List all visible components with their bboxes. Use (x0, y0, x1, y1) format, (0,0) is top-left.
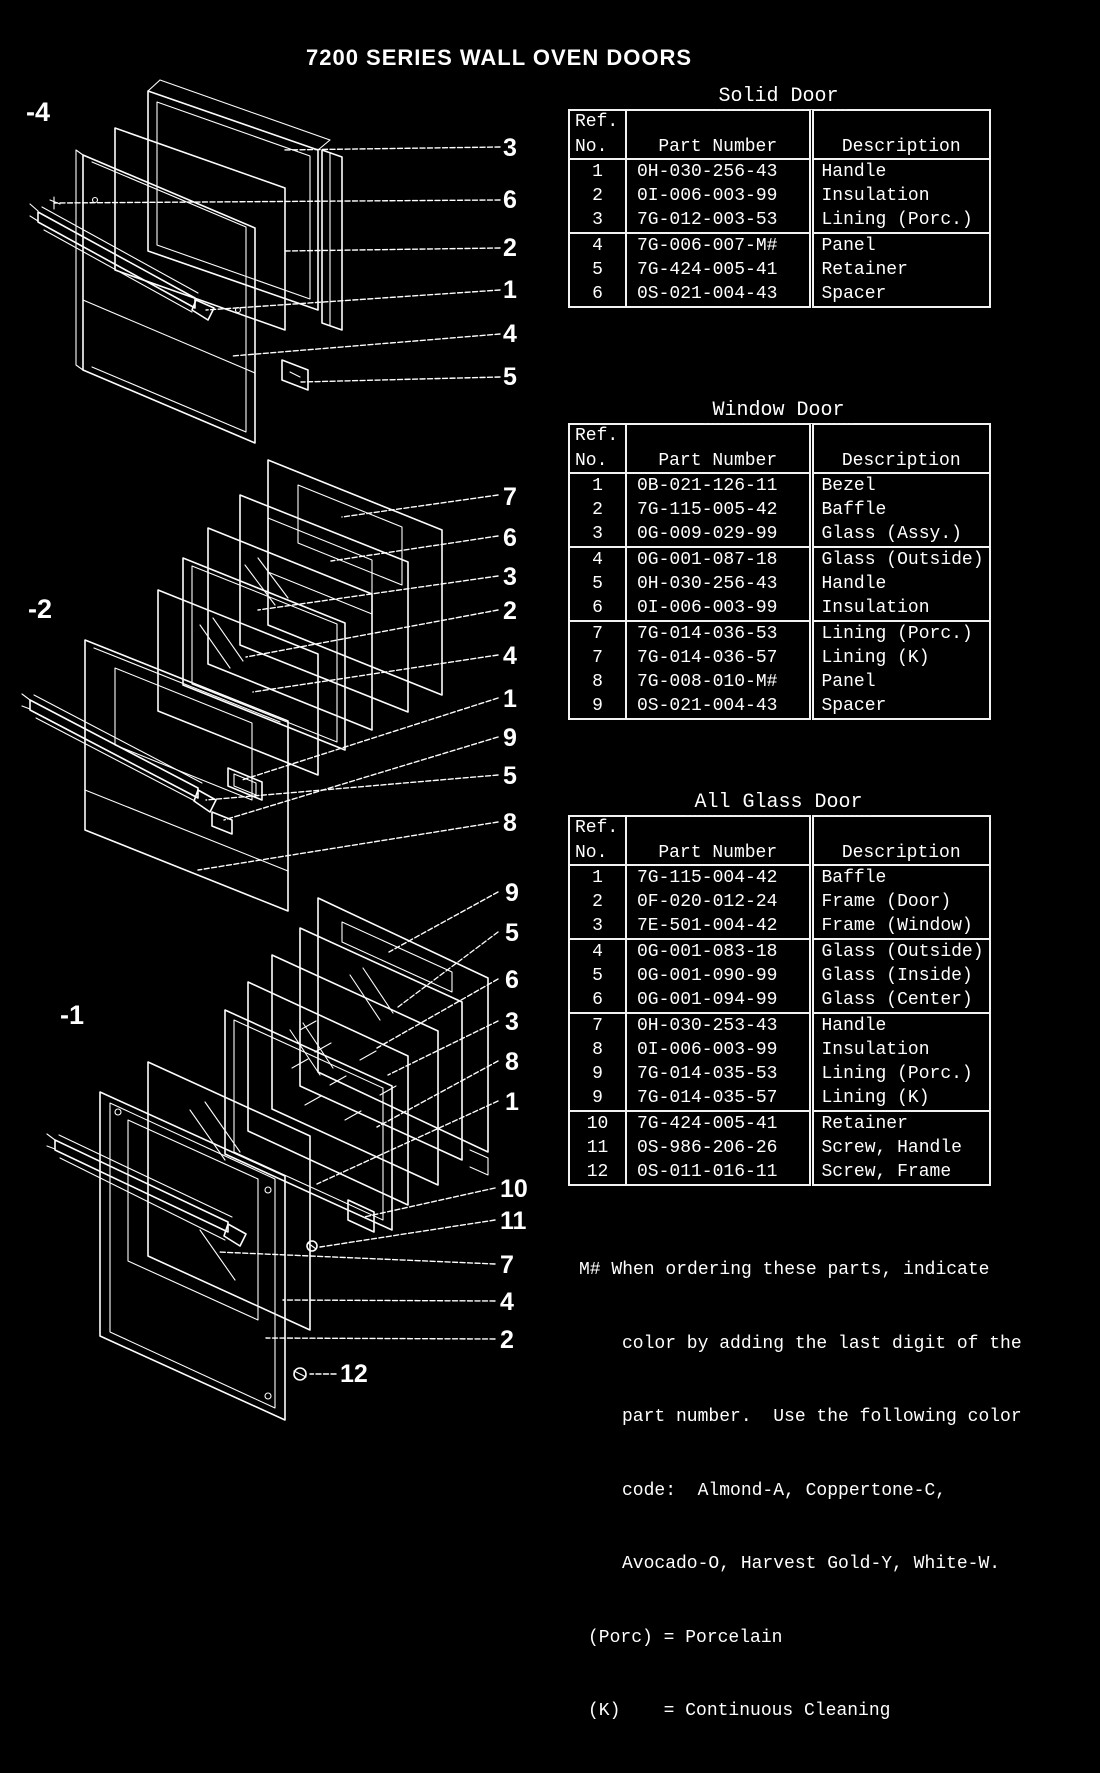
part-number-cell: 0S-011-016-11 (637, 1162, 778, 1182)
table-row (569, 473, 990, 498)
part-number-cell: 7G-014-036-53 (626, 621, 811, 646)
window-frame-outline (225, 1010, 392, 1230)
part-number-cell: 7G-012-003-53 (637, 210, 778, 230)
part-number-cell: 0S-986-206-26 (637, 1138, 778, 1158)
table-row (569, 1086, 990, 1111)
ref-no-cell: 9 (569, 1062, 626, 1086)
callout-12: 12 (340, 1360, 368, 1388)
part-number-cell: 7E-501-004-42 (637, 916, 778, 936)
solid-door-section (568, 85, 989, 308)
part-number-cell: 0G-009-029-99 (637, 524, 778, 544)
header-row (569, 816, 990, 865)
table-row (569, 988, 990, 1013)
callout-4: 4 (503, 642, 517, 670)
table-row (569, 890, 990, 914)
table-row (569, 694, 990, 719)
table-row (569, 621, 990, 646)
part-number-cell: 7G-014-035-53 (637, 1064, 778, 1084)
description-cell: Retainer (811, 258, 990, 282)
ref-no-cell: 7 (569, 646, 626, 670)
description-cell: Retainer (811, 1111, 990, 1136)
handle-bar (38, 212, 195, 308)
ref-no-cell: 3 (569, 522, 626, 547)
lining-panel-outline (268, 460, 442, 695)
part-number-cell: 0H-030-253-43 (626, 1013, 811, 1038)
description-cell: Glass (Center) (811, 988, 990, 1013)
page-title: 7200 SERIES WALL OVEN DOORS (306, 45, 693, 70)
callout-2: 2 (500, 1326, 514, 1354)
table-body (569, 159, 990, 307)
table-title-window-door: Window Door (704, 399, 852, 424)
callout-11: 11 (500, 1207, 527, 1235)
description-cell: Insulation (811, 596, 990, 621)
note-line: code: Almond-A, Coppertone-C, (622, 1480, 947, 1501)
table-row (569, 1013, 990, 1038)
part-number-cell: 0F-020-012-24 (637, 892, 778, 912)
callout-2: 2 (503, 597, 517, 625)
part-number-cell: 0G-001-087-18 (626, 547, 811, 572)
group-label-4: -4 (26, 97, 51, 127)
callout-9: 9 (503, 724, 517, 752)
ref-no-cell: 4 (569, 547, 626, 572)
description-cell: Glass (Outside) (811, 547, 990, 572)
note-line: part number. Use the following color (622, 1407, 1022, 1427)
table-row (569, 865, 990, 890)
description-cell: Handle (811, 1013, 990, 1038)
ref-no-cell: 6 (569, 596, 626, 621)
ref-no-cell: 10 (569, 1111, 626, 1136)
header-row (569, 424, 990, 473)
window-door-diagram (22, 460, 517, 911)
callout-1: 1 (503, 276, 517, 304)
part-number-cell: 0I-006-003-99 (637, 186, 778, 206)
handle-bracket (224, 1224, 246, 1246)
part-number-header: Part Number (626, 424, 811, 473)
ref-no-cell: 4 (569, 939, 626, 964)
description-cell: Glass (Outside) (811, 939, 990, 964)
part-number-cell: 7G-008-010-M# (637, 672, 778, 692)
table-row (569, 159, 990, 184)
callout-1: 1 (505, 1088, 519, 1116)
part-number-cell: 0G-001-083-18 (626, 939, 811, 964)
table-row (569, 939, 990, 964)
callout-5: 5 (505, 919, 519, 947)
table-row (569, 1038, 990, 1062)
table-row (569, 498, 990, 522)
callout-3: 3 (503, 563, 517, 591)
table-row (569, 1136, 990, 1160)
description-cell: Handle (811, 159, 990, 184)
part-number-cell: 7G-424-005-41 (637, 260, 778, 280)
description-header: Description (811, 110, 990, 159)
ref-no-cell: 4 (569, 233, 626, 258)
table-row (569, 1160, 990, 1185)
group-label-1: -1 (60, 1000, 85, 1030)
description-cell: Handle (811, 572, 990, 596)
table-row (569, 1111, 990, 1136)
ref-no-header: Ref. No. (569, 110, 626, 159)
callout-8: 8 (505, 1048, 519, 1076)
ref-no-cell: 1 (569, 159, 626, 184)
part-number-cell: 0G-001-090-99 (637, 966, 778, 986)
part-number-cell: 0H-030-256-43 (637, 162, 778, 182)
part-number-cell: 7G-115-004-42 (637, 868, 778, 888)
callout-7: 7 (503, 483, 517, 511)
ref-no-header: Ref. No. (569, 424, 626, 473)
table-row (569, 596, 990, 621)
ref-no-cell: 5 (569, 258, 626, 282)
ref-no-cell: 8 (569, 1038, 626, 1062)
part-number-cell: 0I-006-003-99 (637, 1040, 778, 1060)
ref-no-cell: 5 (569, 572, 626, 596)
ref-no-cell: 2 (569, 498, 626, 522)
description-cell: Panel (811, 670, 990, 694)
insulation-panel-outline (240, 495, 408, 712)
part-number-cell: 7G-115-005-42 (637, 500, 778, 520)
callout-7: 7 (500, 1251, 514, 1279)
description-header: Description (811, 424, 990, 473)
note-line: Avocado-O, Harvest Gold-Y, White-W. (622, 1554, 1001, 1574)
window-door-table (568, 423, 991, 720)
ref-no-cell: 9 (569, 694, 626, 719)
part-number-cell: 0S-021-004-43 (637, 284, 778, 304)
callout-3: 3 (503, 134, 517, 162)
callout-3: 3 (505, 1008, 519, 1036)
note-line: (K) = Continuous Cleaning (588, 1701, 891, 1721)
ref-no-cell: 7 (569, 1013, 626, 1038)
table-row (569, 258, 990, 282)
part-number-cell: 0G-001-094-99 (637, 990, 778, 1010)
description-cell: Lining (Porc.) (811, 621, 990, 646)
table-row (569, 184, 990, 208)
handle-bar (30, 700, 198, 798)
callout-5: 5 (503, 762, 517, 790)
description-cell: Glass (Assy.) (811, 522, 990, 547)
all-glass-door-section (568, 791, 989, 1186)
retainer-channel (322, 150, 342, 330)
table-row (569, 646, 990, 670)
part-number-cell: 0S-021-004-43 (637, 696, 778, 716)
description-cell: Lining (Porc.) (811, 1062, 990, 1086)
description-cell: Panel (811, 233, 990, 258)
table-row (569, 572, 990, 596)
insulation-panel-outline (115, 128, 285, 330)
header-row (569, 110, 990, 159)
description-cell: Bezel (811, 473, 990, 498)
table-row (569, 233, 990, 258)
ref-no-header: Ref. No. (569, 816, 626, 865)
footer-notes (579, 1209, 1022, 1773)
description-cell: Spacer (811, 282, 990, 307)
ref-no-cell: 9 (569, 1086, 626, 1111)
table-body (569, 865, 990, 1185)
window-door-section (568, 399, 989, 720)
ref-no-cell: 6 (569, 282, 626, 307)
part-number-cell: 7G-014-035-57 (637, 1088, 778, 1108)
description-cell: Screw, Frame (811, 1160, 990, 1185)
ref-no-cell: 11 (569, 1136, 626, 1160)
callout-9: 9 (505, 879, 519, 907)
callout-4: 4 (503, 320, 517, 348)
lining-panel-outline (148, 91, 318, 310)
spacer-bracket (212, 812, 232, 834)
ref-no-cell: 5 (569, 964, 626, 988)
callout-4: 4 (500, 1288, 514, 1316)
table-row (569, 282, 990, 307)
description-cell: Insulation (811, 1038, 990, 1062)
note-line: color by adding the last digit of the (622, 1333, 1022, 1354)
description-header: Description (811, 816, 990, 865)
table-row (569, 964, 990, 988)
callout-8: 8 (503, 809, 517, 837)
callout-5: 5 (503, 363, 517, 391)
solid-door-diagram (26, 80, 517, 443)
table-row (569, 208, 990, 233)
callout-2: 2 (503, 234, 517, 262)
part-number-header: Part Number (626, 816, 811, 865)
ref-no-cell: 3 (569, 914, 626, 939)
part-number-cell: 7G-006-007-M# (626, 233, 811, 258)
all-glass-door-table (568, 815, 991, 1186)
description-cell: Lining (K) (811, 646, 990, 670)
solid-door-table (568, 109, 991, 308)
ref-no-cell: 6 (569, 988, 626, 1013)
part-number-header: Part Number (626, 110, 811, 159)
group-label-2: -2 (28, 594, 53, 624)
table-row (569, 1062, 990, 1086)
part-number-cell: 0H-030-256-43 (637, 574, 778, 594)
callout-10: 10 (500, 1175, 528, 1203)
description-cell: Insulation (811, 184, 990, 208)
table-row (569, 547, 990, 572)
ref-no-cell: 2 (569, 184, 626, 208)
table-body (569, 473, 990, 719)
description-cell: Spacer (811, 694, 990, 719)
description-cell: Baffle (811, 865, 990, 890)
table-row (569, 914, 990, 939)
part-number-cell: 7G-424-005-41 (626, 1111, 811, 1136)
part-number-cell: 0B-021-126-11 (637, 476, 778, 496)
table-title-all-glass-door: All Glass Door (686, 791, 870, 816)
callout-6: 6 (503, 524, 517, 552)
description-cell: Baffle (811, 498, 990, 522)
description-cell: Frame (Door) (811, 890, 990, 914)
all-glass-door-diagram (47, 879, 528, 1420)
callout-1: 1 (503, 685, 517, 713)
description-cell: Screw, Handle (811, 1136, 990, 1160)
table-row (569, 522, 990, 547)
callout-6: 6 (503, 186, 517, 214)
part-number-cell: 7G-014-036-57 (637, 648, 778, 668)
handle-bracket (194, 790, 216, 812)
table-row (569, 670, 990, 694)
callout-6: 6 (505, 966, 519, 994)
note-line: M# When ordering these parts, indicate (579, 1260, 990, 1280)
ref-no-cell: 8 (569, 670, 626, 694)
description-cell: Lining (Porc.) (811, 208, 990, 233)
note-line: (Porc) = Porcelain (588, 1627, 783, 1648)
table-title-solid-door: Solid Door (710, 85, 846, 110)
description-cell: Frame (Window) (811, 914, 990, 939)
description-cell: Lining (K) (811, 1086, 990, 1111)
ref-no-cell: 1 (569, 473, 626, 498)
part-number-cell: 0I-006-003-99 (637, 598, 778, 618)
ref-no-cell: 3 (569, 208, 626, 233)
ref-no-cell: 2 (569, 890, 626, 914)
ref-no-cell: 7 (569, 621, 626, 646)
ref-no-cell: 12 (569, 1160, 626, 1185)
description-cell: Glass (Inside) (811, 964, 990, 988)
ref-no-cell: 1 (569, 865, 626, 890)
